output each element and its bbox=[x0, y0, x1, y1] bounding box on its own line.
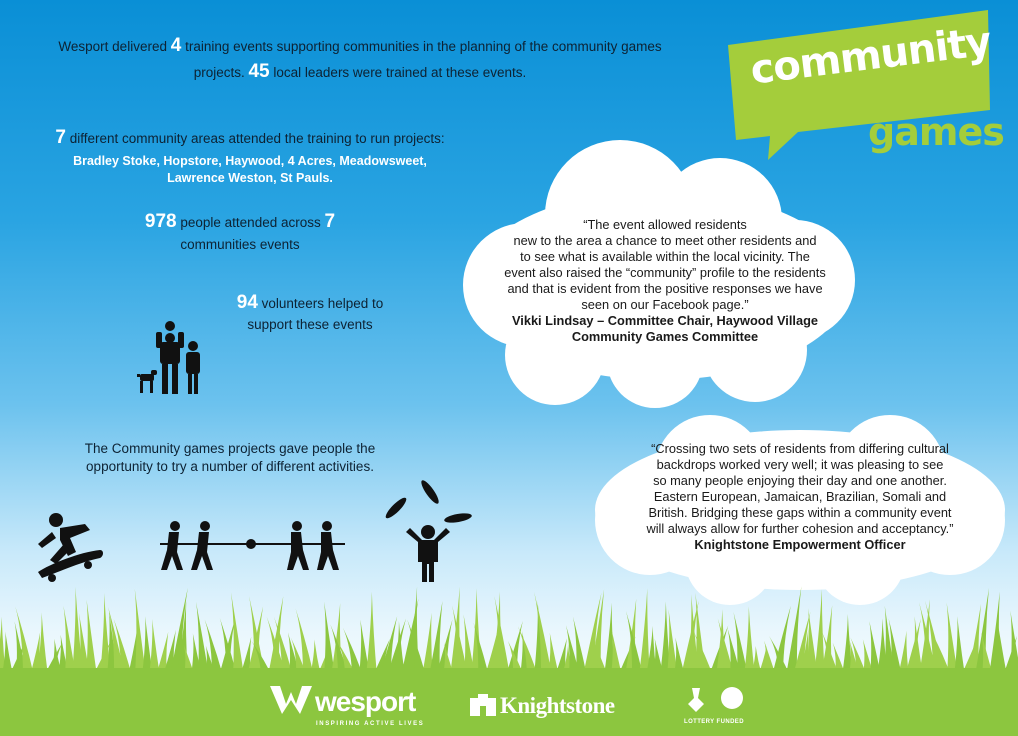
grass-blade bbox=[954, 616, 965, 676]
areas-list-1: Bradley Stoke, Hopstore, Haywood, 4 Acres, Meadowsweet, bbox=[73, 154, 427, 168]
volunteers-stat-2: support these events bbox=[247, 317, 373, 332]
quote-1-author-2: Community Games Committee bbox=[571, 329, 759, 344]
attendance-stat: 978 people attended across 7 bbox=[144, 211, 336, 232]
wesport-logo: wesport bbox=[315, 686, 416, 717]
knightstone-logo: Knightstone bbox=[500, 693, 615, 718]
attendance-stat-2: communities events bbox=[180, 237, 300, 252]
grass-blade bbox=[86, 600, 97, 676]
areas-list-2: Lawrence Weston, St Pauls. bbox=[167, 171, 333, 185]
intro-line-2: projects. 45 local leaders were trained at these events. bbox=[193, 61, 527, 82]
family-icon bbox=[130, 318, 210, 398]
skateboarder-icon bbox=[30, 510, 110, 585]
lottery-logo-icon bbox=[686, 686, 746, 714]
quote-1-author: Vikki Lindsay – Committee Chair, Haywood Village bbox=[511, 313, 819, 328]
intro-line-1: Wesport delivered 4 training events supporting communities in the planning of the community games bbox=[58, 35, 662, 56]
knightstone-logo-icon bbox=[470, 694, 496, 716]
juggler-icon bbox=[380, 478, 475, 586]
banner-word-games: games bbox=[868, 110, 1004, 154]
quote-1-text: “The event allowed residents new to the area a chance to meet other residents and to see what is available within the local vicinity. The event also raised the “community” profile to the residents and that is evident from the positive responses we have seen on our Facebook page.” Vikki Lindsay – Committee Chair, Haywood Village Community Games Committee bbox=[470, 217, 860, 345]
tug-of-war-icon bbox=[155, 520, 350, 575]
areas-stat: 7 different community areas attended the training to run projects: bbox=[55, 127, 445, 148]
banner-word-community: community bbox=[748, 18, 994, 94]
grass-blade bbox=[1010, 611, 1018, 676]
activities-line-1: The Community games projects gave people the bbox=[84, 441, 376, 456]
grass-blade bbox=[149, 619, 160, 676]
volunteers-stat: 94 volunteers helped to bbox=[236, 292, 384, 313]
grass-blade bbox=[744, 606, 755, 676]
quote-2-author: Knightstone Empowerment Officer bbox=[694, 537, 906, 552]
wesport-tagline: INSPIRING ACTIVE LIVES bbox=[316, 721, 425, 727]
activities-line-2: opportunity to try a number of different activities. bbox=[86, 459, 374, 474]
quote-2-text: “Crossing two sets of residents from differing cultural backdrops worked very well; it was pleasing to see so many people enjoying their day and one another. Eastern European, Jamaican, Brazilian, Somali and British. Bridging these gaps within a community event will always allow for further cohesion and acceptancy.” Knightstone Empowerment Officer bbox=[600, 441, 1000, 553]
grass-blade bbox=[366, 592, 377, 676]
wesport-logo-icon bbox=[270, 686, 312, 714]
lottery-funded-label: LOTTERY FUNDED bbox=[684, 719, 744, 725]
